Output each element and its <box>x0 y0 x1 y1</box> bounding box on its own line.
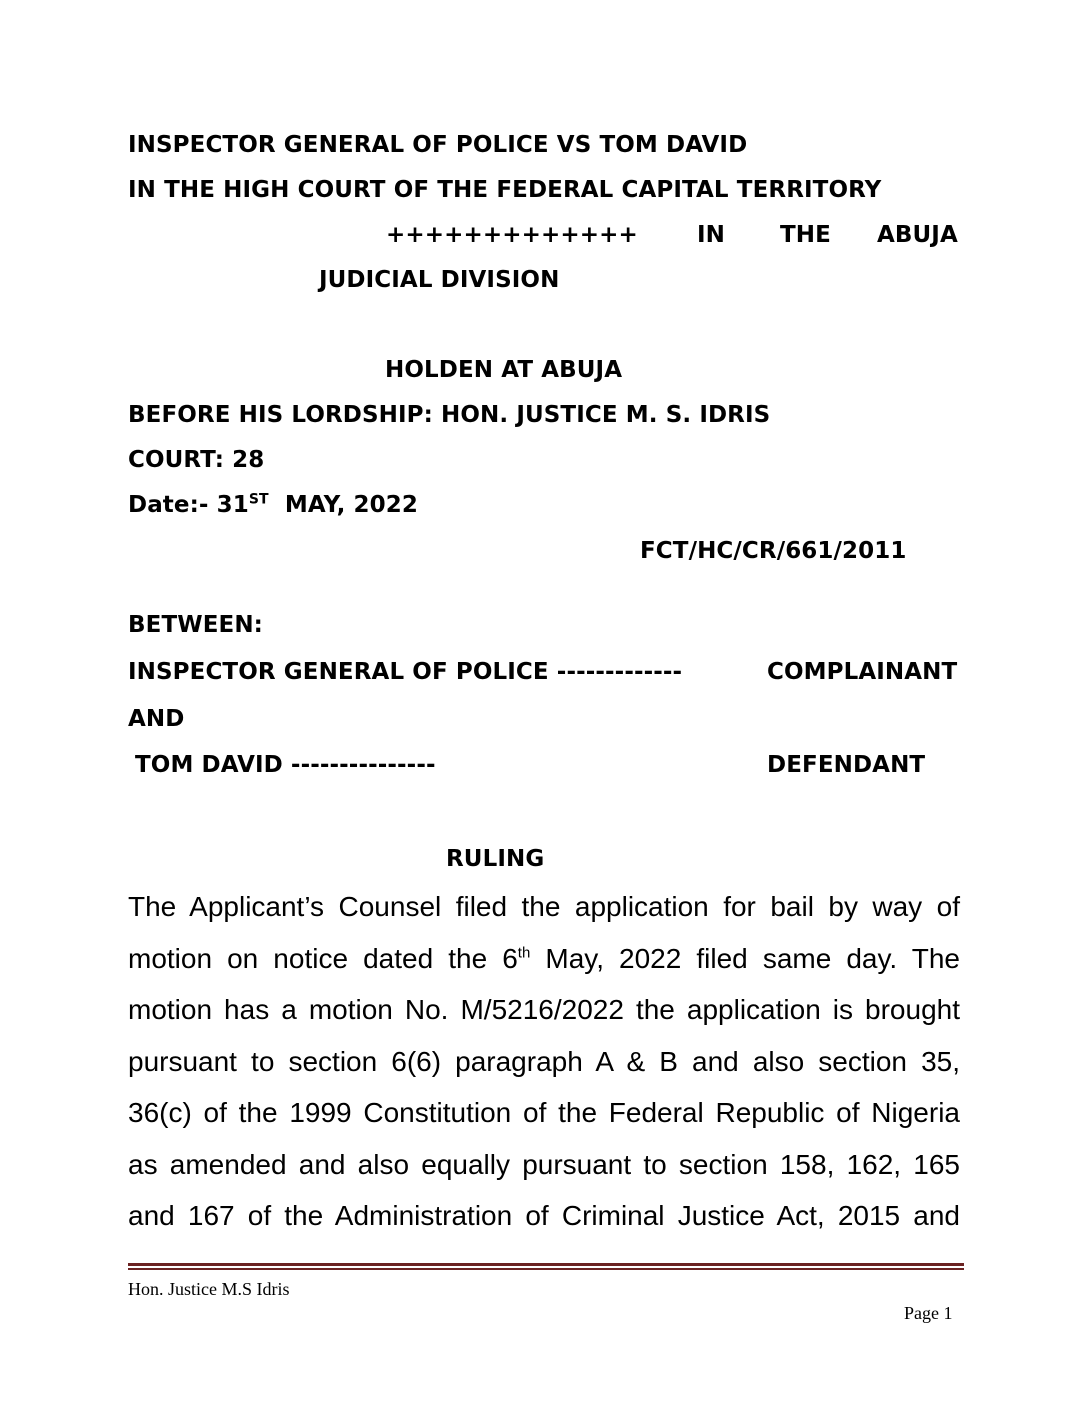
ruling-line-1: The Applicant’s Counsel filed the application for bail by way of <box>128 891 960 922</box>
court-name: IN THE HIGH COURT OF THE FEDERAL CAPITAL TERRITORY <box>128 177 882 203</box>
ruling-line-7: and 167 of the Administration of Criminal Justice Act, 2015 and <box>128 1200 960 1231</box>
defendant-role: DEFENDANT <box>767 752 926 778</box>
date-rest: MAY, 2022 <box>268 492 418 518</box>
court-number: COURT: 28 <box>128 447 265 473</box>
complainant-name: INSPECTOR GENERAL OF POLICE ------------- <box>128 659 683 685</box>
division-abuja: ABUJA <box>877 222 958 248</box>
ruling-line-5: 36(c) of the 1999 Constitution of the Federal Republic of Nigeria <box>128 1097 960 1128</box>
ruling-heading: RULING <box>446 846 545 872</box>
ruling-line-6: as amended and also equally pursuant to section 158, 162, 165 <box>128 1149 960 1180</box>
date-superscript: ST <box>248 491 269 508</box>
footer-author: Hon. Justice M.S Idris <box>128 1279 290 1299</box>
ruling-line-2 <box>128 942 960 976</box>
footer-rule-thin <box>128 1268 964 1270</box>
and-label: AND <box>128 706 185 732</box>
ruling-line-2-superscript: th <box>517 944 531 962</box>
complainant-role: COMPLAINANT <box>767 659 958 685</box>
ruling-line-2-start: motion on notice dated the 6 <box>128 943 518 974</box>
before-lordship: BEFORE HIS LORDSHIP: HON. JUSTICE M. S. IDRIS <box>128 402 771 428</box>
ruling-line-2-end: May, 2022 filed same day. The <box>530 943 961 974</box>
footer-rule-thick <box>128 1263 964 1266</box>
date-prefix: Date:- 31 <box>128 492 249 518</box>
suit-number: FCT/HC/CR/661/2011 <box>640 538 907 564</box>
division-in: IN <box>697 222 726 248</box>
ruling-line-3: motion has a motion No. M/5216/2022 the application is brought <box>128 994 960 1025</box>
defendant-name: TOM DAVID --------------- <box>135 752 436 778</box>
case-title: INSPECTOR GENERAL OF POLICE VS TOM DAVID <box>128 132 748 158</box>
between-label: BETWEEN: <box>128 612 263 638</box>
ruling-line-4: pursuant to section 6(6) paragraph A & B and also section 35, <box>128 1046 960 1077</box>
page-number: Page 1 <box>904 1303 953 1323</box>
division-pluses: +++++++++++++ <box>386 222 638 248</box>
date-line <box>128 491 418 519</box>
division-the: THE <box>780 222 831 248</box>
judicial-division: JUDICIAL DIVISION <box>319 267 560 293</box>
holden-at: HOLDEN AT ABUJA <box>385 357 623 383</box>
